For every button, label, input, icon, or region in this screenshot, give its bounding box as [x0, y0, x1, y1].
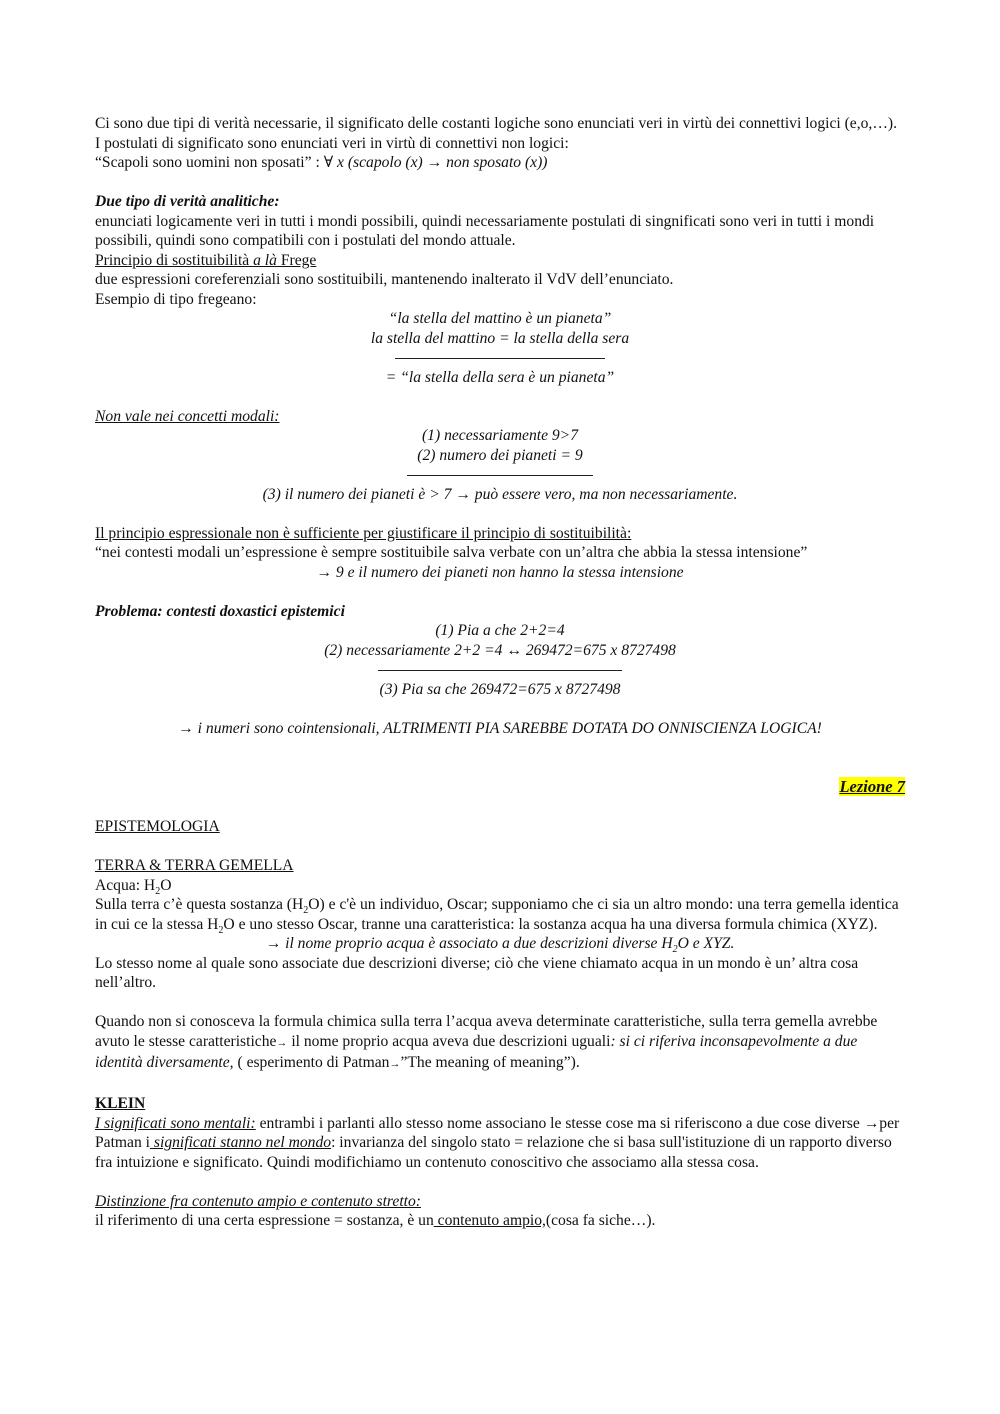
scapoli-quote: “Scapoli sono uomini non sposati” : ∀	[95, 154, 338, 171]
paragraph-stesso-nome: Lo stesso nome al quale sono associate due descrizioni diverse; ciò che viene chiamato acqua in un mondo è un’ altra cosa nell’altro.	[95, 954, 859, 991]
paragraph-postulati: I postulati di significato sono enunciati veri in virtù di connettivi non logici:	[95, 134, 569, 152]
sostanza-text-1: Sulla terra c’è questa sostanza (H	[95, 896, 304, 913]
klein-text-2: per Patman i	[95, 1114, 900, 1151]
modal-line-2: (2) numero dei pianeti = 9	[417, 446, 583, 464]
lezione-heading: Lezione 7	[839, 777, 905, 796]
paragraph-scapoli	[95, 153, 905, 173]
paragraph-intensione: → 9 e il numero dei pianeti non hanno la stessa intensione	[316, 563, 684, 581]
paragraph-formula-chimica	[95, 1012, 905, 1075]
formula-text-2: il nome proprio acqua aveva due descrizioni uguali	[287, 1032, 611, 1050]
heading-terra-gemella: TERRA & TERRA GEMELLA	[95, 857, 294, 874]
riferimento-text-1: il riferimento di una certa espressione = sostanza, è un	[95, 1212, 434, 1229]
paragraph-verita-necessarie: Ci sono due tipi di verità necessarie, il significato delle costanti logiche sono enunciati veri in virtù dei connettivi logici (e,o,…).	[95, 115, 898, 132]
formula-text-3: : si ci riferiva inconsapevolmente a due identità diversamente,	[95, 1032, 858, 1071]
heading-klein: KLEIN	[95, 1095, 146, 1112]
formula-text-1: Quando non si conosceva la formula chimica sulla terra l’acqua aveva determinate caratteristiche, sulla terra gemella avrebbe avuto le stesse caratteristiche	[95, 1013, 878, 1050]
paragraph-acqua	[95, 876, 905, 896]
rule-line	[395, 357, 605, 359]
paragraph-analitiche: enunciati logicamente veri in tutti i mondi possibili, quindi necessariamente postulati di singnificati sono veri in tutti i mondi possibili, quindi sono compatibili con i postulati del mondo attuale.	[95, 212, 875, 249]
principio-label: Principio di sostituibilità	[95, 251, 254, 269]
arrow-glyph: →	[276, 1036, 288, 1049]
paragraph-contesti-modali: “nei contesti modali un’espressione è sempre sostituibile salva verbate con un’altra che abbia la stessa intensione”	[95, 544, 808, 561]
sostanza-text-2: O) e c'è un individuo, Oscar; supponiamo che ci sia un altro mondo: una terra gemella identica in cui ce la stessa H	[95, 896, 899, 933]
klein-text-3: : invarianza del singolo stato = relazione che si basa sull'istituzione di un rapporto diverso fra intuizione e significato. Quindi modifichiamo un contenuto conoscitivo che associamo alla stessa cosa.	[95, 1134, 892, 1171]
principio-frege: Frege	[276, 251, 317, 269]
paragraph-esempio: Esempio di tipo fregeano:	[95, 290, 257, 308]
paragraph-nome-proprio	[95, 934, 905, 954]
arrow-glyph: →	[863, 1114, 880, 1132]
formula-text-5: ”The meaning of meaning”).	[400, 1054, 580, 1071]
heading-verita-analitiche: Due tipo di verità analitiche:	[95, 193, 280, 210]
acqua-o: O	[160, 876, 172, 894]
example-line-1: “la stella del mattino è un pianeta”	[388, 310, 612, 327]
paragraph-riferimento	[95, 1211, 905, 1231]
nome-proprio-text-2: O e XYZ.	[677, 935, 735, 952]
paragraph-sostanza	[95, 895, 905, 934]
subscript-2: 2	[672, 944, 678, 956]
modal-line-3: (3) il numero dei pianeti è > 7 → può essere vero, ma non necessariamente.	[262, 485, 738, 503]
heading-principio-sostituibilita	[95, 251, 905, 271]
heading-epistemologia: EPISTEMOLOGIA	[95, 818, 220, 835]
problem-line-1: (1) Pia a che 2+2=4	[435, 622, 565, 639]
klein-mentali: I significati sono mentali:	[95, 1114, 256, 1132]
example-line-2: la stella del mattino = la stella della sera	[370, 329, 630, 347]
heading-principio-espressionale: Il principio espressionale non è sufficiente per giustificare il principio di sostituibilità:	[95, 524, 632, 542]
problem-line-3: (3) Pia sa che 269472=675 x 8727498	[379, 680, 621, 698]
rule-line	[407, 474, 593, 476]
heading-concetti-modali: Non vale nei concetti modali:	[95, 407, 280, 425]
subscript-2: 2	[218, 924, 224, 936]
modal-rule	[95, 465, 905, 485]
klein-nel-mondo: significati stanno nel mondo	[150, 1134, 332, 1151]
heading-distinzione: Distinzione fra contenuto ampio e contenuto stretto:	[95, 1192, 421, 1210]
example-line-3: = “la stella della sera è un pianeta”	[385, 368, 615, 386]
acqua-label: Acqua: H	[95, 876, 156, 894]
modal-line-1: (1) necessariamente 9>7	[421, 427, 579, 444]
subscript-2: 2	[303, 905, 309, 917]
arrow-glyph: →	[389, 1058, 401, 1070]
problem-rule	[95, 660, 905, 680]
paragraph-klein	[95, 1114, 905, 1173]
example-rule	[95, 348, 905, 368]
formula-text-4: ( esperimento di Patman	[233, 1054, 390, 1071]
scapoli-formula: x (scapolo (x) → non sposato (x))	[337, 154, 548, 171]
problem-conclusion: → i numeri sono cointensionali, ALTRIMENTI PIA SAREBBE DOTATA DO ONNISCIENZA LOGICA!	[178, 719, 822, 737]
riferimento-text-2: (cosa fa siche…).	[545, 1212, 656, 1229]
principio-a-la: a là	[253, 251, 277, 269]
rule-line	[378, 669, 622, 671]
sostanza-text-3: O e uno stesso Oscar, tranne una caratteristica: la sostanza acqua ha una diversa formula chimica (XYZ).	[223, 915, 878, 933]
lezione-heading-row	[95, 777, 905, 798]
nome-proprio-text-1: → il nome proprio acqua è associato a due descrizioni diverse H	[265, 935, 673, 952]
subscript-2: 2	[155, 885, 161, 897]
problem-line-2: (2) necessariamente 2+2 =4 ↔ 269472=675 x 8727498	[324, 641, 676, 659]
heading-problema: Problema: contesti doxastici epistemici	[95, 602, 345, 620]
riferimento-contenuto-ampio: contenuto ampio,	[433, 1212, 546, 1229]
paragraph-coreferenziali: due espressioni coreferenziali sono sostituibili, mantenendo inalterato il VdV dell’enunciato.	[95, 271, 674, 288]
klein-text-1: entrambi i parlanti allo stesso nome associano le stesse cose ma si riferiscono a due cose diverse	[255, 1114, 864, 1132]
